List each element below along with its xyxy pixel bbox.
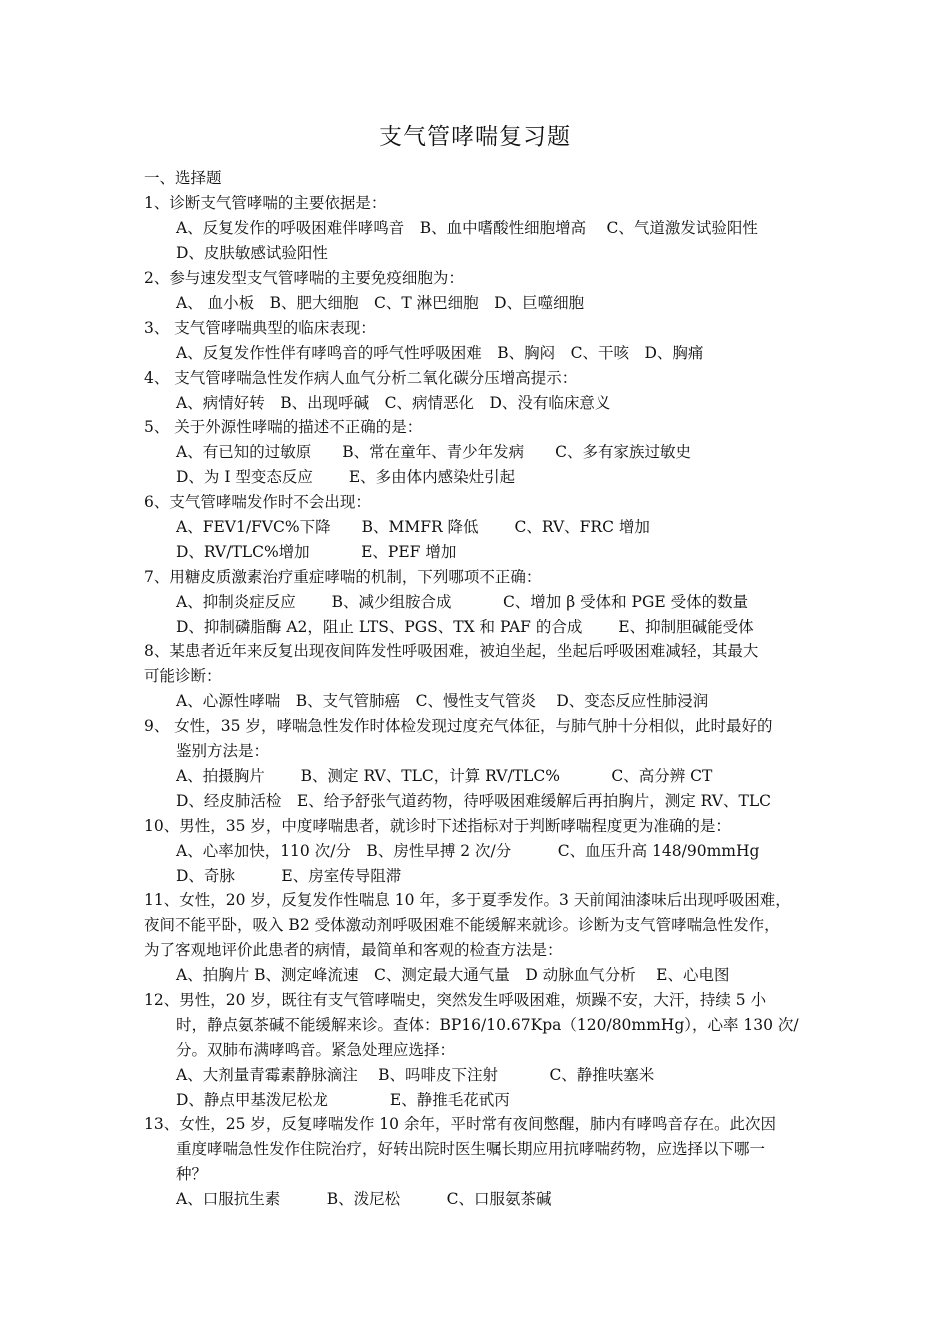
section-heading: 一、选择题: [144, 169, 222, 187]
answer-options-line: D、经皮肺活检 E、给予舒张气道药物，待呼吸困难缓解后再拍胸片，测定 RV、TLC: [176, 792, 771, 810]
answer-options-line: D、奇脉 E、房室传导阻滞: [176, 867, 402, 885]
question-line: 7、用糖皮质激素治疗重症哮喘的机制，下列哪项不正确：: [144, 568, 542, 586]
question-line: 12、男性，20 岁，既往有支气管哮喘史，突然发生呼吸困难，烦躁不安，大汗，持续 5 小: [144, 991, 767, 1009]
answer-options-line: A、抑制炎症反应 B、减少组胺合成 C、增加 β 受体和 PGE 受体的数量: [176, 593, 749, 611]
question-line: 3、 支气管哮喘典型的临床表现：: [144, 319, 376, 337]
question-line: 11、女性，20 岁，反复发作性喘息 10 年，多于夏季发作。3 天前闻油漆味后出现呼吸困难，: [144, 891, 791, 909]
question-line: 1、诊断支气管哮喘的主要依据是：: [144, 194, 387, 212]
question-line-continued: 种？: [176, 1165, 208, 1183]
question-line-continued: 分。双肺布满哮鸣音。紧急处理应选择：: [176, 1041, 456, 1059]
page-title: 支气管哮喘复习题: [379, 124, 571, 150]
answer-options-line: A、大剂量青霉素静脉滴注 B、吗啡皮下注射 C、静推呋塞米: [176, 1066, 655, 1084]
question-line-continued: 鉴别方法是：: [176, 742, 270, 760]
question-line-continued: 可能诊断：: [144, 667, 222, 685]
question-line: 9、 女性，35 岁，哮喘急性发作时体检发现过度充气体征，与肺气肿十分相似，此时最好的: [144, 717, 773, 735]
question-line-continued: 时，静点氨茶碱不能缓解来诊。查体：BP16/10.67Kpa（120/80mmHg），心率 130 次/: [176, 1016, 799, 1034]
answer-options-line: D、皮肤敏感试验阳性: [176, 244, 328, 262]
question-line: 2、参与速发型支气管哮喘的主要免疫细胞为：: [144, 269, 464, 287]
question-line: 13、女性，25 岁，反复哮喘发作 10 余年，平时常有夜间憋醒，肺内有哮鸣音存在。此次因: [144, 1115, 776, 1133]
question-line-continued: 为了客观地评价此患者的病情，最简单和客观的检查方法是：: [144, 941, 563, 959]
answer-options-line: A、拍摄胸片 B、测定 RV、TLC，计算 RV/TLC% C、高分辨 CT: [176, 767, 713, 785]
answer-options-line: A、心源性哮喘 B、支气管肺癌 C、慢性支气管炎 D、变态反应性肺浸润: [176, 692, 709, 710]
answer-options-line: A、拍胸片 B、测定峰流速 C、测定最大通气量 D 动脉血气分析 E、心电图: [176, 966, 730, 984]
answer-options-line: A、FEV1/FVC%下降 B、MMFR 降低 C、RV、FRC 增加: [176, 518, 650, 536]
question-line: 4、 支气管哮喘急性发作病人血气分析二氧化碳分压增高提示：: [144, 369, 578, 387]
answer-options-line: A、反复发作性伴有哮鸣音的呼气性呼吸困难 B、胸闷 C、干咳 D、胸痛: [176, 344, 704, 362]
question-line-continued: 夜间不能平卧，吸入 B2 受体激动剂呼吸困难不能缓解来就诊。诊断为支气管哮喘急性发作，: [144, 916, 780, 934]
answer-options-line: D、RV/TLC%增加 E、PEF 增加: [176, 543, 457, 561]
question-line-continued: 重度哮喘急性发作住院治疗，好转出院时医生嘱长期应用抗哮喘药物，应选择以下哪一: [176, 1140, 766, 1158]
answer-options-line: A、口服抗生素 B、泼尼松 C、口服氨茶碱: [176, 1190, 552, 1208]
answer-options-line: D、静点甲基泼尼松龙 E、静推毛花甙丙: [176, 1091, 510, 1109]
answer-options-line: A、心率加快，110 次/分 B、房性早搏 2 次/分 C、血压升高 148/90mmHg: [176, 842, 760, 860]
question-line: 6、支气管哮喘发作时不会出现：: [144, 493, 371, 511]
question-line: 8、某患者近年来反复出现夜间阵发性呼吸困难，被迫坐起，坐起后呼吸困难减轻，其最大: [144, 642, 759, 660]
answer-options-line: D、为 I 型变态反应 E、多由体内感染灶引起: [176, 468, 516, 486]
answer-options-line: A、反复发作的呼吸困难伴哮鸣音 B、血中嗜酸性细胞增高 C、气道激发试验阳性: [176, 219, 758, 237]
answer-options-line: A、 血小板 B、肥大细胞 C、T 淋巴细胞 D、巨噬细胞: [176, 294, 585, 312]
question-line: 10、男性，35 岁，中度哮喘患者，就诊时下述指标对于判断哮喘程度更为准确的是：: [144, 817, 731, 835]
answer-options-line: A、病情好转 B、出现呼碱 C、病情恶化 D、没有临床意义: [176, 394, 611, 412]
question-line: 5、 关于外源性哮喘的描述不正确的是：: [144, 418, 423, 436]
answer-options-line: A、有已知的过敏原 B、常在童年、青少年发病 C、多有家族过敏史: [176, 443, 691, 461]
answer-options-line: D、抑制磷脂酶 A2，阻止 LTS、PGS、TX 和 PAF 的合成 E、抑制胆碱能受体: [176, 618, 754, 636]
